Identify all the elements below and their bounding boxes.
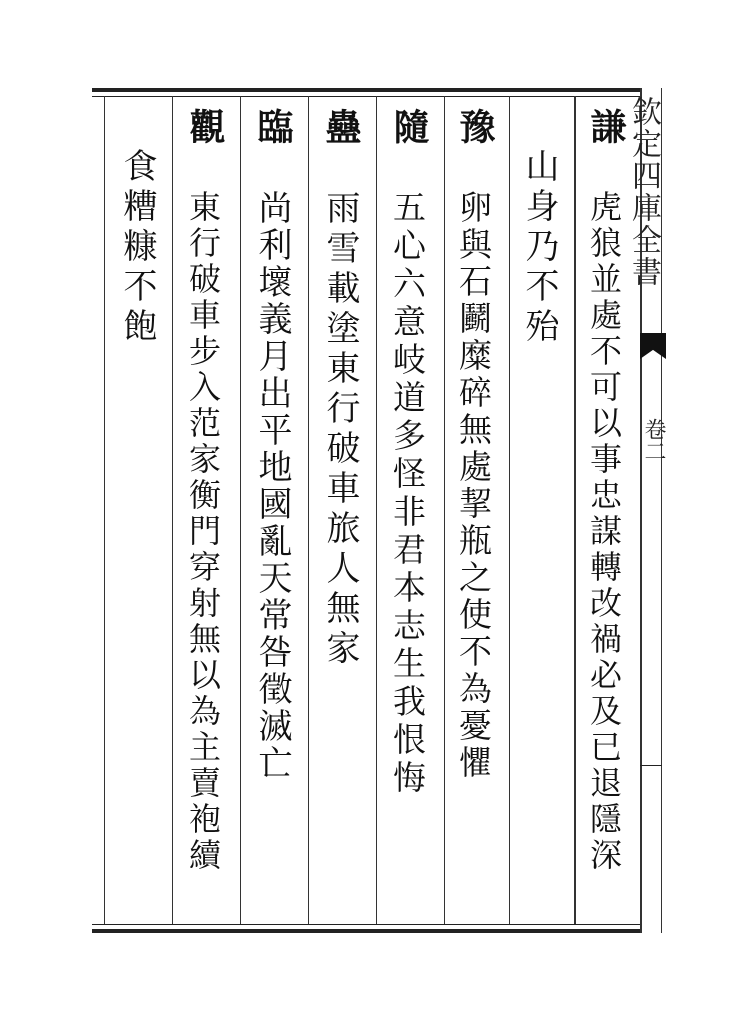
verse-text: 卵與石鬬糜碎無處挈瓶之使不為憂懼 xyxy=(454,190,493,782)
column-divider xyxy=(308,96,309,924)
hexagram-name: 隨 xyxy=(388,108,430,144)
column-divider xyxy=(172,96,173,924)
verse-text: 尚利壞義月出平地國亂天常咎徵滅亡 xyxy=(252,190,292,782)
fishtail-mark-icon xyxy=(640,333,666,359)
column-divider xyxy=(240,96,241,924)
verse-text: 東行破車步入范家衡門穿射無以為主賣袍續 xyxy=(184,190,222,874)
hexagram-name: 謙 xyxy=(585,108,627,144)
verse-text: 虎狼並處不可以事忠謀轉改禍必及已退隱深 xyxy=(585,190,623,874)
hexagram-name: 豫 xyxy=(454,108,496,144)
top-border-thick xyxy=(92,88,640,92)
verse-continuation: 山身乃不殆 xyxy=(519,148,559,348)
left-frame-line xyxy=(104,96,105,924)
margin-juan-label: 卷二 xyxy=(641,418,666,462)
margin-outer-line xyxy=(661,88,662,933)
bottom-border-thin xyxy=(92,924,640,925)
column-divider xyxy=(509,96,510,924)
verse-continuation: 食糟糠不飽 xyxy=(117,148,157,348)
top-border-thin xyxy=(92,96,640,97)
bottom-border-thick xyxy=(92,929,640,933)
hexagram-name: 蠱 xyxy=(320,108,362,144)
margin-tick xyxy=(640,765,662,766)
column-divider xyxy=(444,96,445,924)
hexagram-name: 觀 xyxy=(184,108,226,144)
margin-book-title: 欽定四庫全書 xyxy=(626,96,661,288)
hexagram-name: 臨 xyxy=(252,108,294,144)
column-divider xyxy=(376,96,377,924)
verse-text: 五心六意岐道多怪非君本志生我恨悔 xyxy=(388,190,427,798)
column-divider xyxy=(574,96,576,924)
verse-text: 雨雪載塗東行破車旅人無家 xyxy=(320,190,360,670)
